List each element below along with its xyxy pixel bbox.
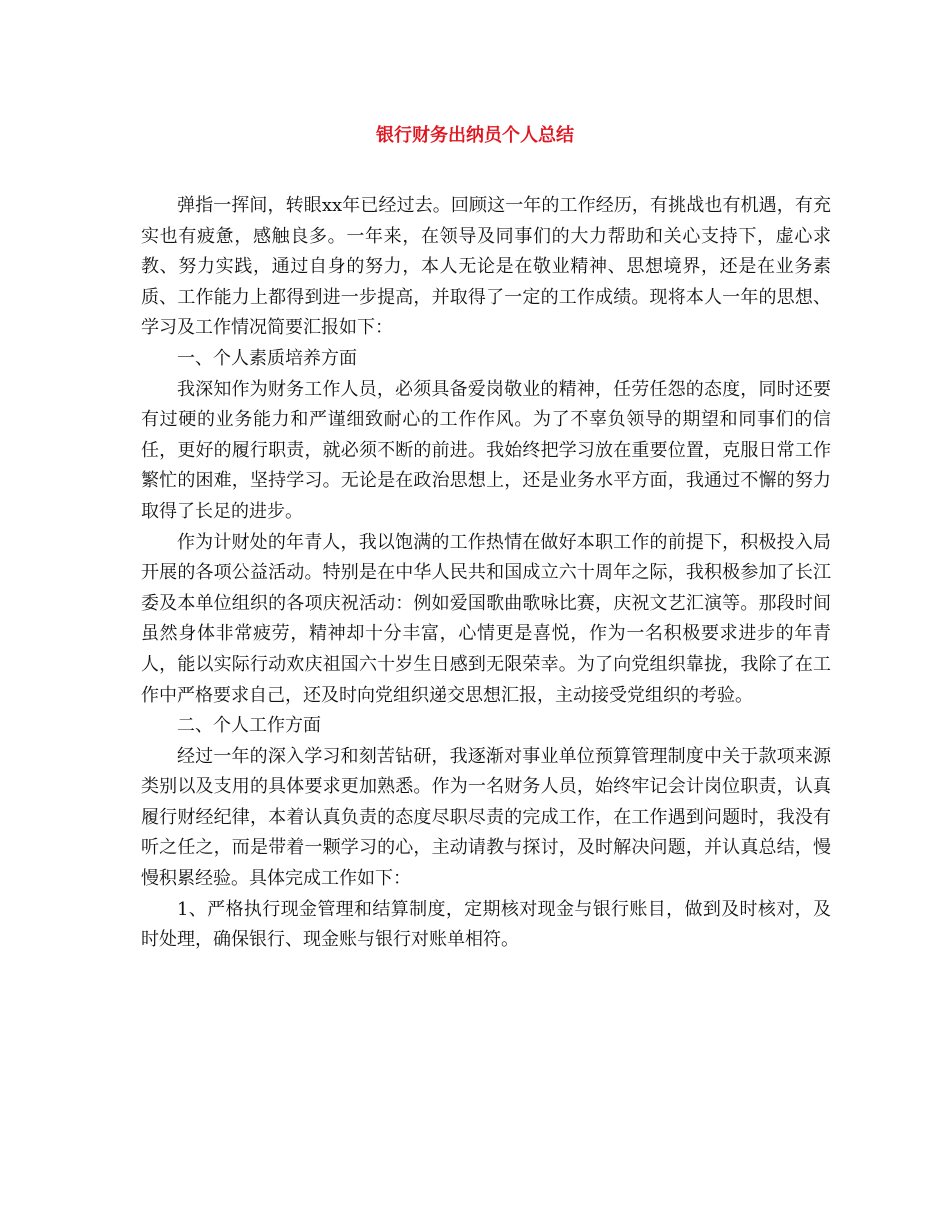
paragraph: 作为计财处的年青人，我以饱满的工作热情在做好本职工作的前提下，积极投入局开展的各项公益活动。特别是在中华人民共和国成立六十周年之际，我积极参加了长江委及本单位组织的各项庆祝活动：例如爱国歌曲歌咏比赛，庆祝文艺汇演等。那段时间虽然身体非常疲劳，精神却十分丰富，心情更是喜悦，作为一名积极要求进步的年青人，能以实际行动欢庆祖国六十岁生日感到无限荣幸。为了向党组织靠拢，我除了在工作中严格要求自己，还及时向党组织递交思想汇报，主动接受党组织的考验。 xyxy=(141,531,831,706)
section-heading-1: 一、个人素质培养方面 xyxy=(177,347,357,369)
document-body xyxy=(141,191,831,956)
document-title: 银行财务出纳员个人总结 xyxy=(376,125,574,146)
paragraph-intro: 弹指一挥间，转眼xx年已经过去。回顾这一年的工作经历，有挑战也有机遇，有充实也有疲惫，感触良多。一年来，在领导及同事们的大力帮助和关心支持下，虚心求教、努力实践，通过自身的努力，本人无论是在敬业精神、思想境界，还是在业务素质、工作能力上都得到进一步提高，并取得了一定的工作成绩。现将本人一年的思想、学习及工作情况简要汇报如下： xyxy=(141,195,831,339)
paragraph: 我深知作为财务工作人员，必须具备爱岗敬业的精神，任劳任怨的态度，同时还要有过硬的业务能力和严谨细致耐心的工作作风。为了不辜负领导的期望和同事们的信任，更好的履行职责，就必须不断的前进。我始终把学习放在重要位置，克服日常工作繁忙的困难，坚持学习。无论是在政治思想上，还是业务水平方面，我通过不懈的努力取得了长足的进步。 xyxy=(141,378,831,522)
list-item: 1、严格执行现金管理和结算制度，定期核对现金与银行账目，做到及时核对，及时处理，确保银行、现金账与银行对账单相符。 xyxy=(141,898,831,951)
paragraph: 经过一年的深入学习和刻苦钻研，我逐渐对事业单位预算管理制度中关于款项来源类别以及支用的具体要求更加熟悉。作为一名财务人员，始终牢记会计岗位职责，认真履行财经纪律，本着认真负责的态度尽职尽责的完成工作，在工作遇到问题时，我没有听之任之，而是带着一颗学习的心，主动请教与探讨，及时解决问题，并认真总结，慢慢积累经验。具体完成工作如下： xyxy=(141,745,831,890)
section-heading-2: 二、个人工作方面 xyxy=(177,715,321,737)
